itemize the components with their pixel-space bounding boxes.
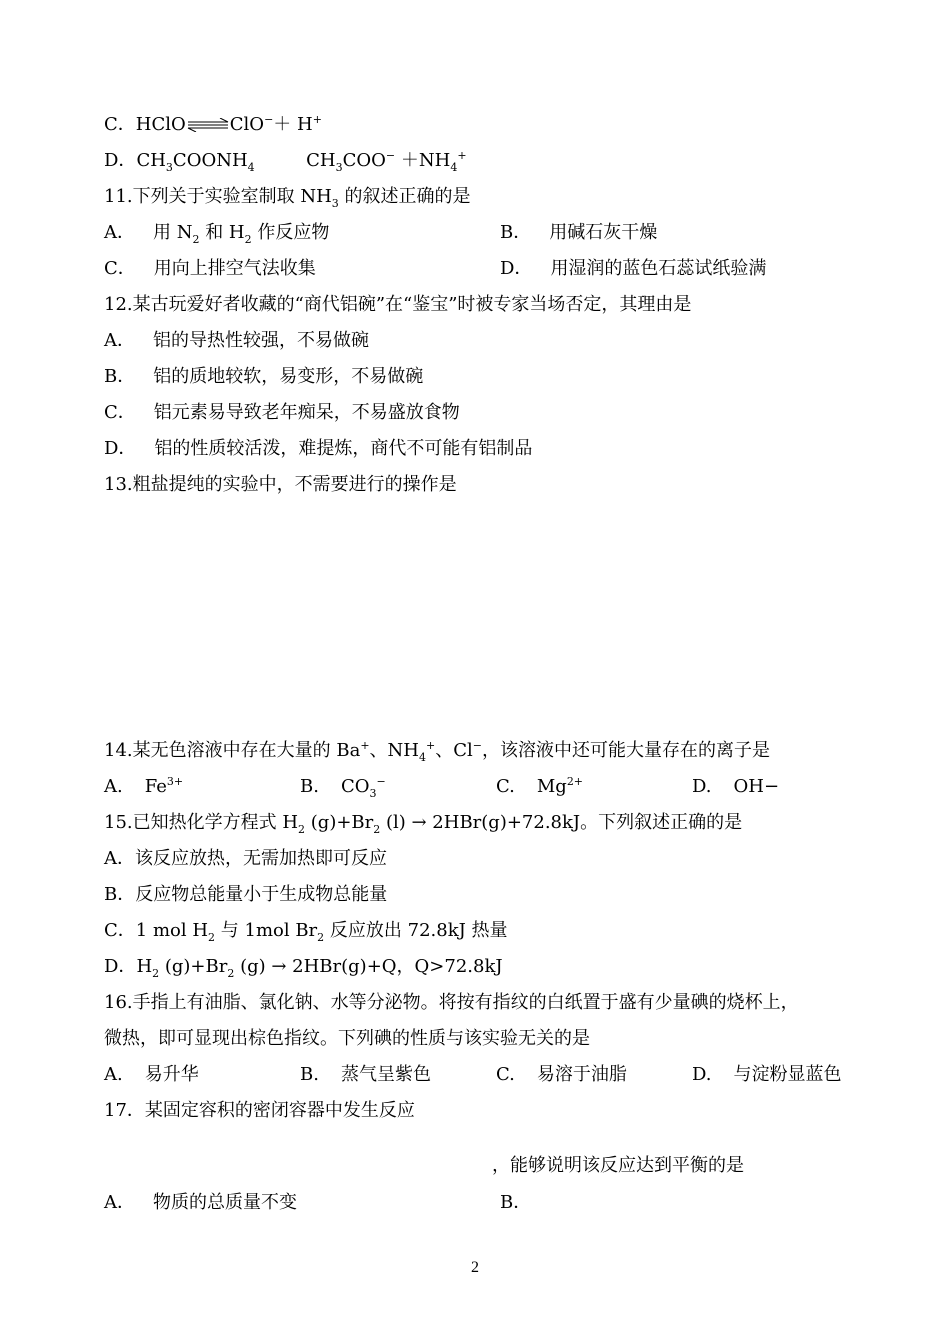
q10-option-c: C．HClO ClO−＋ H+ bbox=[104, 113, 322, 135]
q16-option-d: D. 与淀粉显蓝色 bbox=[692, 1064, 842, 1085]
q15-option-d: D．$H_2$ $(g)+Br_2$ (g) → 2HBr(g)+Q，Q>72.8kJ bbox=[104, 956, 503, 980]
q12-option-d: D． 铝的性质较活泼，难提炼，商代不可能有铝制品 bbox=[104, 438, 533, 459]
q11-stem: 11.下列关于实验室制取 $NH_3$ 的叙述正确的是 bbox=[104, 186, 471, 210]
equilibrium-arrow-icon bbox=[186, 118, 230, 132]
q17-stem-continued: ，能够说明该反应达到平衡的是 bbox=[492, 1155, 744, 1176]
q13-stem: 13.粗盐提纯的实验中，不需要进行的操作是 bbox=[104, 474, 457, 495]
q15-option-a: A．该反应放热，无需加热即可反应 bbox=[104, 848, 387, 869]
q14-stem: 14.某无色溶液中存在大量的 Ba+、$NH_4^+$、Cl−，该溶液中还可能大量存在的离子是 bbox=[104, 739, 770, 764]
q14-option-c: C. $Mg^{2+}$ bbox=[496, 775, 584, 797]
q17-option-b: B． bbox=[500, 1192, 532, 1213]
q12-option-b: B． 铝的质地较软，易变形，不易做碗 bbox=[104, 366, 424, 387]
q12-stem: 12.某古玩爱好者收藏的“商代铝碗”在“鉴宝”时被专家当场否定，其理由是 bbox=[104, 294, 692, 315]
q15-option-c: C．1 mol $H_2$ 与 1mol $Br_2$ 反应放出 72.8kJ 热量 bbox=[104, 920, 508, 944]
page-number: 2 bbox=[471, 1259, 479, 1276]
q16-stem-line1: 16.手指上有油脂、氯化钠、水等分泌物。将按有指纹的白纸置于盛有少量碘的烧杯上， bbox=[104, 992, 799, 1013]
q11-option-c: C． 用向上排空气法收集 bbox=[104, 258, 316, 279]
q15-option-b: B．反应物总能量小于生成物总能量 bbox=[104, 884, 388, 905]
q14-option-b: B. $CO_3^-$ bbox=[300, 775, 386, 800]
q17-stem: 17．某固定容积的密闭容器中发生反应 bbox=[104, 1100, 415, 1121]
q16-option-c: C. 易溶于油脂 bbox=[496, 1064, 627, 1085]
q14-option-a: A. $Fe^{3+}$ bbox=[104, 775, 184, 797]
q15-stem: 15.已知热化学方程式 $H_2$ $(g)+Br_2$ (l) → 2HBr(g)+72.8kJ。下列叙述正确的是 bbox=[104, 812, 743, 836]
q16-option-a: A. 易升华 bbox=[104, 1064, 199, 1085]
q10-option-d: D．$CH_3COONH_4$ $CH_3COO^- +NH_4^+$ bbox=[104, 149, 467, 174]
q12-option-c: C． 铝元素易导致老年痴呆，不易盛放食物 bbox=[104, 402, 460, 423]
q11-option-b: B． 用碱石灰干燥 bbox=[500, 222, 658, 243]
q12-option-a: A． 铝的导热性较强，不易做碗 bbox=[104, 330, 369, 351]
q16-option-b: B. 蒸气呈紫色 bbox=[300, 1064, 431, 1085]
q16-stem-line2: 微热，即可显现出棕色指纹。下列碘的性质与该实验无关的是 bbox=[104, 1028, 590, 1049]
q11-option-d: D． 用湿润的蓝色石蕊试纸验满 bbox=[500, 258, 767, 279]
q17-option-a: A． 物质的总质量不变 bbox=[104, 1192, 297, 1213]
q11-option-a: A． 用 $N_2$ 和 $H_2$ 作反应物 bbox=[104, 222, 330, 246]
q14-option-d: D. OH− bbox=[692, 776, 780, 797]
